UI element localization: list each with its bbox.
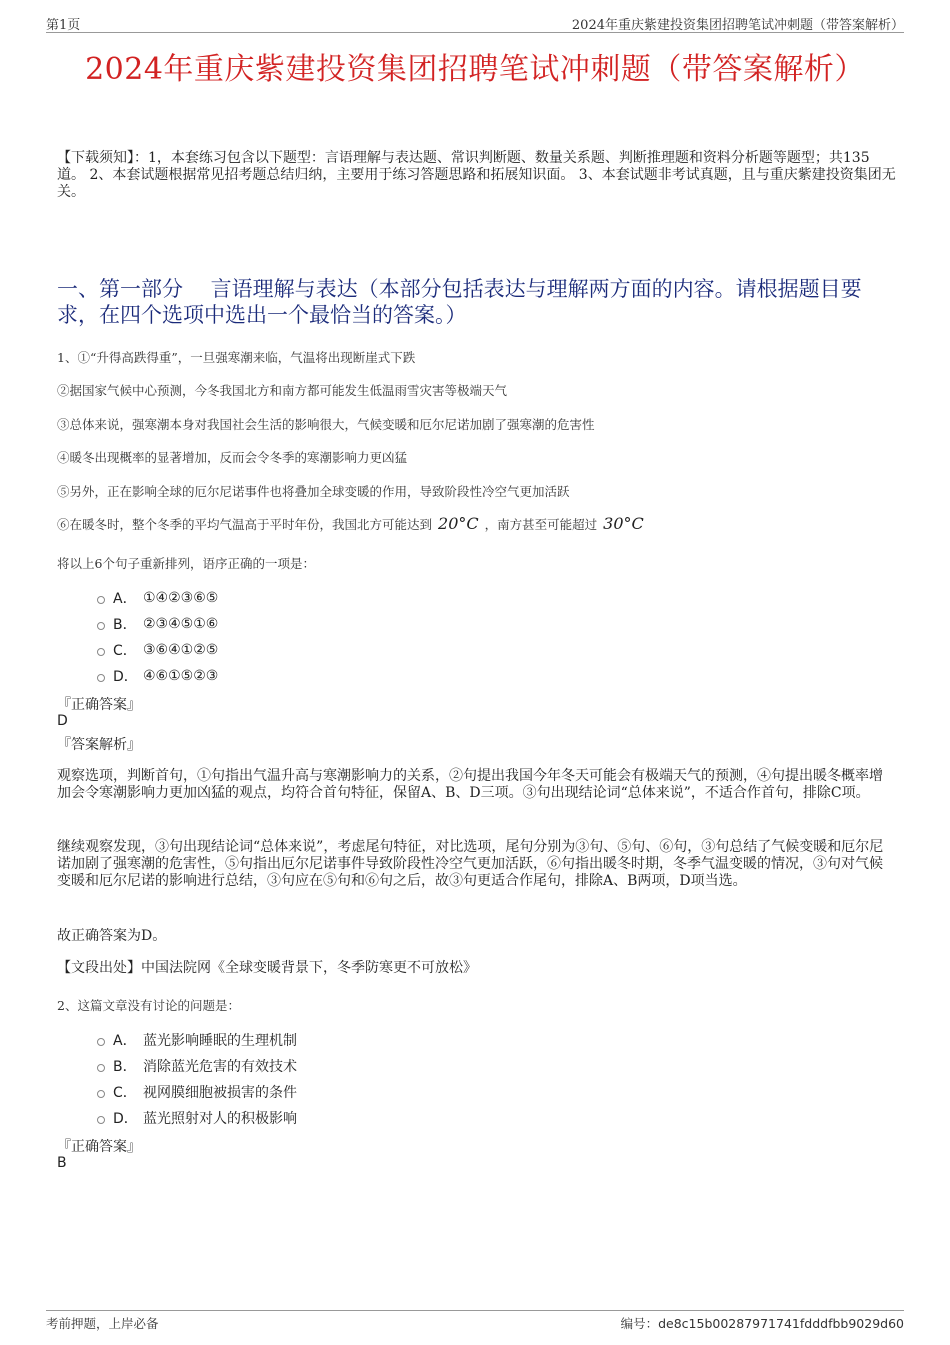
- option-letter: A．: [113, 1033, 137, 1049]
- q1-option-b[interactable]: [97, 614, 218, 634]
- footer-divider: [46, 1310, 904, 1311]
- q2-option-b[interactable]: [97, 1056, 297, 1076]
- q1-sentence-3: ③总体来说，强寒潮本身对我国社会生活的影响很大，气候变暖和厄尔尼诺加剧了强寒潮的危害性: [57, 417, 595, 432]
- option-text: 消除蓝光危害的有效技术: [143, 1059, 297, 1075]
- q1-option-d[interactable]: [97, 666, 218, 686]
- q1-conclusion: 故正确答案为D。: [57, 928, 167, 944]
- option-letter: C．: [113, 643, 137, 659]
- q1-answer: D: [57, 713, 68, 729]
- option-text: ④⑥①⑤②③: [143, 668, 219, 684]
- page-number: 第1页: [46, 18, 81, 33]
- q1-source: 【文段出处】中国法院网《全球变暖背景下，冬季防寒更不可放松》: [57, 960, 477, 976]
- q1-formula-south: 30°C: [603, 514, 644, 533]
- section-title: 一、第一部分 言语理解与表达（本部分包括表达与理解两方面的内容。请根据题目要求，在四个选项中选出一个最恰当的答案。）: [57, 277, 862, 327]
- q1-analysis-paragraph-1: 观察选项，判断首句，①句指出气温升高与寒潮影响力的关系，②句提出我国今年冬天可能会有极端天气的预测，④句提出暖冬概率增加会令寒潮影响力更加凶猛的观点，均符合首句特征，保留A、B、D三项。③句出现结论词“总体来说”，不适合作首句，排除C项。: [57, 768, 883, 801]
- footer-id: [621, 1314, 904, 1332]
- option-text: ③⑥④①②⑤: [143, 642, 219, 658]
- q1-sentence-4: ④暖冬出现概率的显著增加，反而会令冬季的寒潮影响力更凶猛: [57, 450, 408, 465]
- q1-analysis-paragraph-2: 继续观察发现，③句出现结论词“总体来说”，考虑尾句特征，对比选项，尾句分别为③句、⑤句、⑥句，③句总结了气候变暖和厄尔尼诺加剧了强寒潮的危害性，⑤句指出厄尔尼诺事件导致阶段性冷空气更加活跃，⑥句指出暖冬时期，冬季气温变暖的情况，③句对气候变暖和厄尔尼诺的影响进行总结，③句应在⑤句和⑥句之后，故③句更适合作尾句，排除A、B两项，D项当选。: [57, 839, 884, 889]
- radio-icon[interactable]: [97, 596, 105, 604]
- radio-icon[interactable]: [97, 622, 105, 630]
- header-doc-title: 2024年重庆紫建投资集团招聘笔试冲刺题（带答案解析）: [571, 18, 904, 33]
- q2-stem: 2、这篇文章没有讨论的问题是：: [57, 998, 240, 1013]
- q1-formula-north: 20°C: [438, 514, 479, 533]
- option-letter: B．: [113, 1059, 137, 1075]
- q1-sentence-5: ⑤另外，正在影响全球的厄尔尼诺事件也将叠加全球变暖的作用，导致阶段性冷空气更加活跃: [57, 484, 570, 499]
- option-letter: D．: [113, 1111, 138, 1127]
- option-text: ②③④⑤①⑥: [143, 616, 219, 632]
- option-letter: B．: [113, 617, 137, 633]
- radio-icon[interactable]: [97, 1090, 105, 1098]
- radio-icon[interactable]: [97, 1116, 105, 1124]
- radio-icon[interactable]: [97, 1038, 105, 1046]
- option-text: ①④②③⑥⑤: [143, 590, 219, 606]
- q1-sentence-6-part-b: ，南方甚至可能超过: [484, 517, 598, 532]
- q2-answer-label: 『正确答案』: [57, 1139, 141, 1155]
- q1-sentence-1: 1、①“升得高跌得重”，一旦强寒潮来临，气温将出现断崖式下跌: [57, 350, 416, 365]
- option-text: 蓝光照射对人的积极影响: [143, 1111, 297, 1127]
- option-text: 视网膜细胞被损害的条件: [143, 1085, 297, 1101]
- header-divider: [46, 32, 904, 33]
- footer-slogan: 考前押题，上岸必备: [46, 1316, 159, 1331]
- q1-answer-label: 『正确答案』: [57, 697, 141, 713]
- radio-icon[interactable]: [97, 1064, 105, 1072]
- q1-prompt: 将以上6个句子重新排列，语序正确的一项是：: [57, 556, 315, 571]
- q1-sentence-6: [57, 514, 897, 533]
- option-letter: C．: [113, 1085, 137, 1101]
- download-notice: 【下载须知】：1，本套练习包含以下题型：言语理解与表达题、常识判断题、数量关系题、判断推理题和资料分析题等题型；共135道。 2、本套试题根据常见招考题总结归纳，主要用于练习答题思路和拓展知识面。 3、本套试题非考试真题，且与重庆紫建投资集团无关。: [57, 150, 896, 200]
- footer-id-value: de8c15b00287971741fdddfbb9029d60: [658, 1316, 904, 1331]
- footer-id-label: 编号：: [620, 1316, 659, 1331]
- q1-option-c[interactable]: [97, 640, 218, 660]
- q2-option-a[interactable]: [97, 1030, 297, 1050]
- q1-analysis-label: 『答案解析』: [57, 737, 141, 753]
- radio-icon[interactable]: [97, 674, 105, 682]
- q2-option-d[interactable]: [97, 1108, 297, 1128]
- q1-sentence-6-part-a: ⑥在暖冬时，整个冬季的平均气温高于平时年份，我国北方可能达到: [57, 517, 433, 532]
- q1-sentence-2: ②据国家气候中心预测，今冬我国北方和南方都可能发生低温雨雪灾害等极端天气: [57, 383, 508, 398]
- option-letter: D．: [113, 669, 138, 685]
- q2-answer: B: [57, 1155, 67, 1171]
- document-title: 2024年重庆紫建投资集团招聘笔试冲刺题（带答案解析）: [85, 52, 865, 87]
- option-letter: A．: [113, 591, 137, 607]
- radio-icon[interactable]: [97, 648, 105, 656]
- q1-option-a[interactable]: [97, 588, 218, 608]
- q2-option-c[interactable]: [97, 1082, 297, 1102]
- option-text: 蓝光影响睡眠的生理机制: [143, 1033, 297, 1049]
